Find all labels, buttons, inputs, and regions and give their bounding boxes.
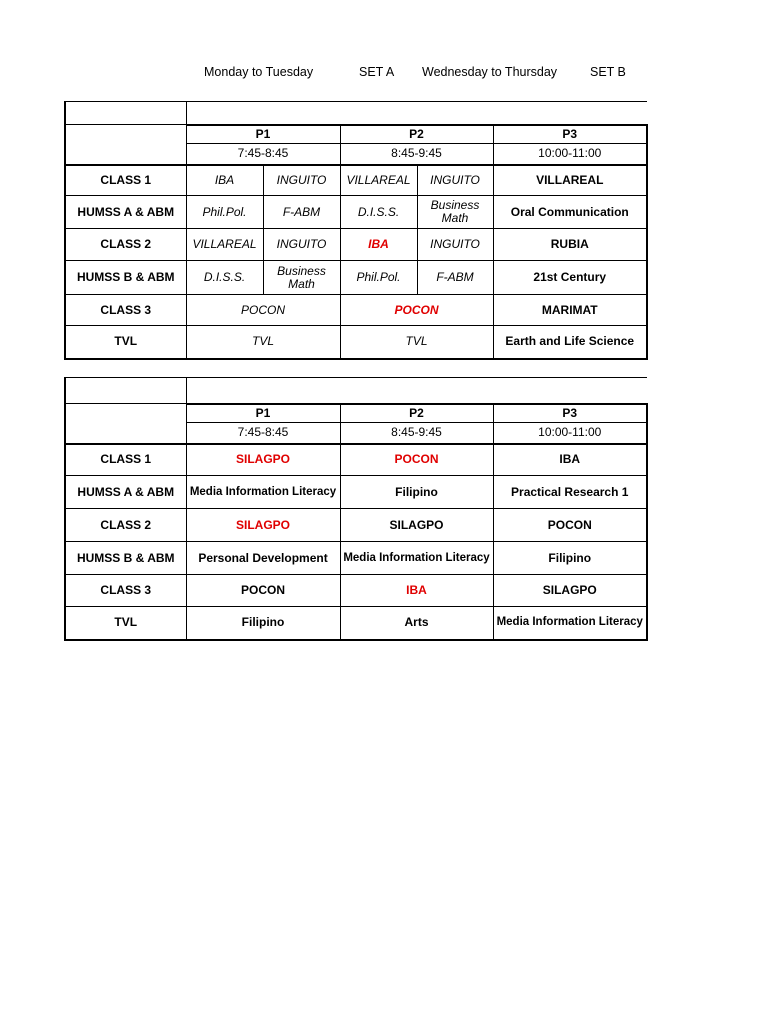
table-row [65,165,647,196]
schedule-cell: VILLAREAL [340,165,417,196]
schedule-cell: SILAGPO [493,575,647,607]
period-p2-label: P2 [340,404,493,423]
row-label: TVL [65,326,186,359]
header-monday-tuesday: Monday to Tuesday [204,65,314,79]
period-row [65,404,647,423]
row-label: CLASS 3 [65,295,186,326]
period-row [65,125,647,144]
schedule-cell: IBA [340,229,417,261]
schedule-cell: POCON [186,295,340,326]
schedule-cell: MARIMAT [493,295,647,326]
schedule-cell: TVL [186,326,340,359]
schedule-cell: INGUITO [263,165,340,196]
table-row [65,509,647,542]
row-label: HUMSS A & ABM [65,196,186,229]
table-title-row [65,378,647,404]
schedule-cell: POCON [493,509,647,542]
table-row [65,261,647,295]
period-p2-time: 8:45-9:45 [340,144,493,165]
schedule-cell: Media Information Literacy [186,476,340,509]
row-label: HUMSS B & ABM [65,261,186,295]
header-wednesday-thursday: Wednesday to Thursday [422,65,558,79]
table-row [65,575,647,607]
row-label: HUMSS B & ABM [65,542,186,575]
corner-cell [65,404,186,444]
schedule-cell: Business Math [417,196,493,229]
schedule-cell: TVL [340,326,493,359]
schedule-table-set-a [64,101,648,360]
schedule-cell: INGUITO [417,229,493,261]
corner-cell [65,125,186,165]
row-label: CLASS 2 [65,509,186,542]
schedule-cell: Business Math [263,261,340,295]
schedule-cell: IBA [186,165,263,196]
table-row [65,326,647,359]
schedule-cell: INGUITO [263,229,340,261]
schedule-cell: SILAGPO [340,509,493,542]
table-row [65,607,647,640]
header-set-b: SET B [590,65,626,79]
schedule-cell: RUBIA [493,229,647,261]
row-label: TVL [65,607,186,640]
schedule-cell: Earth and Life Science [493,326,647,359]
schedule-cell: D.I.S.S. [340,196,417,229]
schedule-cell: VILLAREAL [186,229,263,261]
period-p2-time: 8:45-9:45 [340,423,493,444]
schedule-cell: POCON [340,295,493,326]
schedule-cell: IBA [340,575,493,607]
row-label: HUMSS A & ABM [65,476,186,509]
period-p3-time: 10:00-11:00 [493,423,647,444]
row-label: CLASS 3 [65,575,186,607]
table-row [65,295,647,326]
period-p2-label: P2 [340,125,493,144]
schedule-cell: INGUITO [417,165,493,196]
schedule-cell: Media Information Literacy [340,542,493,575]
period-p1-label: P1 [186,404,340,423]
schedule-cell: 21st Century [493,261,647,295]
schedule-cell: Filipino [340,476,493,509]
schedule-cell: POCON [186,575,340,607]
schedule-cell: Filipino [493,542,647,575]
corner-cell [65,378,186,404]
schedule-cell: F-ABM [263,196,340,229]
table-row [65,229,647,261]
period-p1-label: P1 [186,125,340,144]
table-row [65,196,647,229]
schedule-cell: POCON [340,444,493,476]
schedule-cell: Arts [340,607,493,640]
schedule-cell: SILAGPO [186,444,340,476]
table-title-row [65,102,647,125]
period-p3-label: P3 [493,125,647,144]
corner-cell [65,102,186,125]
title-cell [186,102,647,125]
schedule-cell: VILLAREAL [493,165,647,196]
schedule-cell: IBA [493,444,647,476]
table-row [65,476,647,509]
schedule-cell: Phil.Pol. [186,196,263,229]
table-row [65,444,647,476]
schedule-cell: F-ABM [417,261,493,295]
row-label: CLASS 1 [65,444,186,476]
schedule-cell: Practical Research 1 [493,476,647,509]
schedule-cell: Oral Communication [493,196,647,229]
period-p3-label: P3 [493,404,647,423]
schedule-cell: Media Information Literacy [493,607,647,640]
schedule-table-set-b [64,377,648,641]
period-p3-time: 10:00-11:00 [493,144,647,165]
schedule-cell: D.I.S.S. [186,261,263,295]
schedule-cell: SILAGPO [186,509,340,542]
header-set-a: SET A [359,65,395,79]
table-row [65,542,647,575]
period-p1-time: 7:45-8:45 [186,423,340,444]
row-label: CLASS 1 [65,165,186,196]
schedule-cell: Phil.Pol. [340,261,417,295]
schedule-cell: Personal Development [186,542,340,575]
row-label: CLASS 2 [65,229,186,261]
schedule-cell: Filipino [186,607,340,640]
title-cell [186,378,647,404]
period-p1-time: 7:45-8:45 [186,144,340,165]
